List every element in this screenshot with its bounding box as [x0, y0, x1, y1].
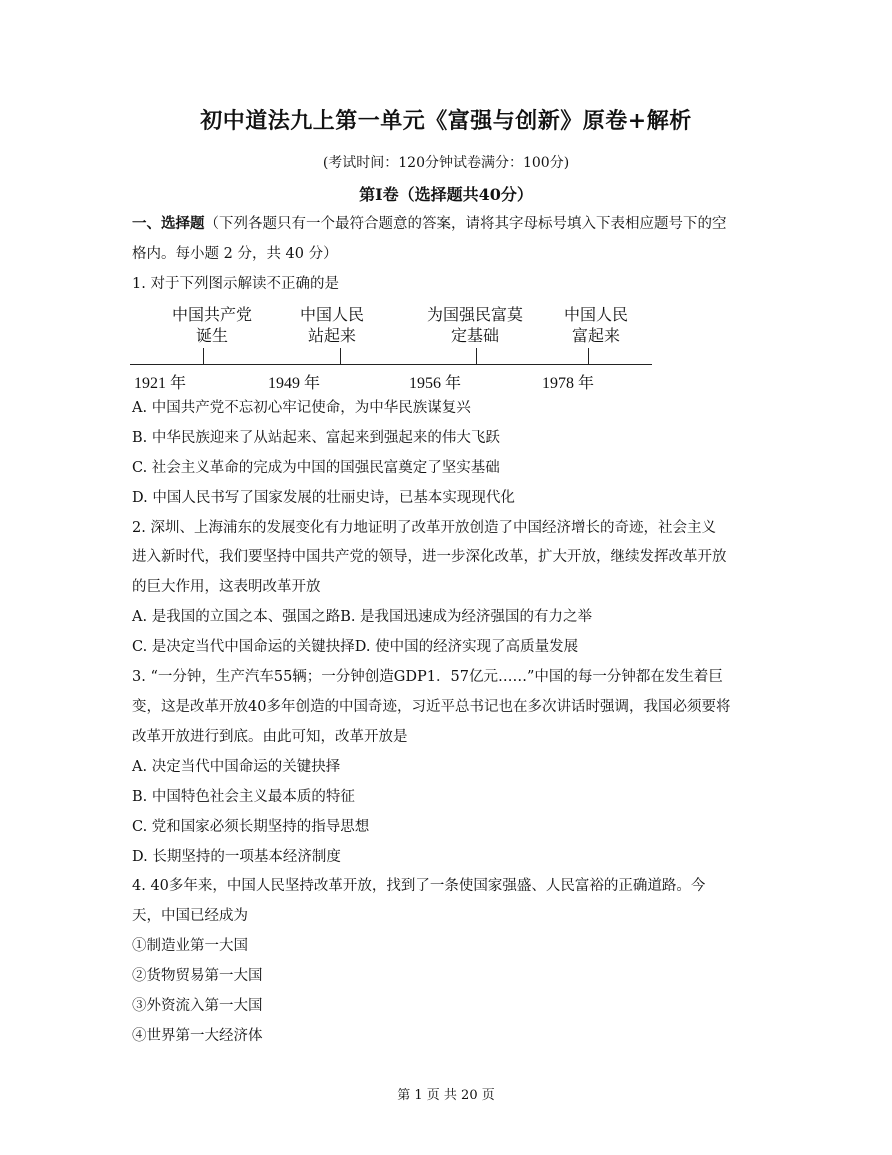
q1-option-b: B. 中华民族迎来了从站起来、富起来到强起来的伟大飞跃	[132, 430, 500, 446]
question-1: 1. 对于下列图示解读不正确的是	[132, 276, 339, 292]
question-2-line-1: 2. 深圳、上海浦东的发展变化有力地证明了改革开放创造了中国经济增长的奇迹，社会主义	[132, 520, 716, 536]
question-4-line-2: 天，中国已经成为	[132, 908, 248, 924]
timeline-label-1-line-2: 诞生	[195, 326, 228, 345]
instructions-text: （下列各题只有一个最符合题意的答案，请将其字母标号填入下表相应题号下的空	[204, 216, 727, 232]
page-title: 初中道法九上第一单元《富强与创新》原卷+解析	[200, 108, 692, 134]
question-4-line-1: 4. 40多年来，中国人民坚持改革开放，找到了一条使国家强盛、人民富裕的正确道路。今	[132, 878, 706, 894]
timeline-label-4-line-1: 中国人民	[563, 305, 628, 324]
timeline-label-3	[415, 304, 535, 346]
q2-options-ab: A. 是我国的立国之本、强国之路B. 是我国迅速成为经济强国的有力之举	[132, 609, 593, 625]
q1-option-c: C. 社会主义革命的完成为中国的国强民富奠定了坚实基础	[132, 460, 500, 476]
timeline-figure	[130, 300, 660, 392]
timeline-year-4: 1978 年	[542, 375, 595, 392]
timeline-year-2: 1949 年	[268, 375, 321, 392]
q4-item-1: ①制造业第一大国	[132, 938, 248, 954]
timeline-tick-3	[476, 348, 477, 364]
question-2-line-2: 进入新时代，我们要坚持中国共产党的领导，进一步深化改革，扩大开放，继续发挥改革开放	[132, 549, 727, 565]
timeline-label-3-line-2: 定基础	[450, 326, 499, 345]
instructions-heading: 一、选择题	[132, 215, 205, 232]
instructions-line-2: 格内。每小题 2 分，共 40 分）	[132, 246, 338, 262]
question-3-line-2: 变，这是改革开放40多年创造的中国奇迹，习近平总书记也在多次讲话时强调，我国必须要将	[132, 699, 731, 715]
question-2-line-3: 的巨大作用，这表明改革开放	[132, 579, 321, 595]
q2-options-cd: C. 是决定当代中国命运的关键抉择D. 使中国的经济实现了高质量发展	[132, 639, 579, 655]
timeline-axis	[130, 364, 652, 365]
timeline-tick-2	[340, 348, 341, 364]
q4-item-4: ④世界第一大经济体	[132, 1028, 263, 1044]
q3-option-d: D. 长期坚持的一项基本经济制度	[132, 849, 341, 865]
timeline-label-2-line-2: 站起来	[307, 326, 356, 345]
instructions	[132, 214, 772, 234]
q1-option-a: A. 中国共产党不忘初心牢记使命，为中华民族谋复兴	[132, 400, 471, 416]
q3-option-c: C. 党和国家必须长期坚持的指导思想	[132, 819, 370, 835]
q1-option-d: D. 中国人民书写了国家发展的壮丽史诗，已基本实现现代化	[132, 490, 515, 506]
timeline-tick-1	[203, 348, 204, 364]
timeline-label-4	[536, 304, 656, 346]
timeline-label-2-line-1: 中国人民	[299, 305, 364, 324]
timeline-label-1-line-1: 中国共产党	[171, 305, 252, 324]
timeline-year-1: 1921 年	[134, 375, 187, 392]
q4-item-3: ③外资流入第一大国	[132, 998, 263, 1014]
timeline-label-3-line-1: 为国强民富莫	[426, 305, 523, 324]
timeline-label-1	[152, 304, 272, 346]
q4-item-2: ②货物贸易第一大国	[132, 968, 263, 984]
question-3-line-1: 3. “一分钟，生产汽车55辆；一分钟创造GDP1．57亿元……”中国的每一分钟都在发生着巨	[132, 669, 723, 685]
q3-option-b: B. 中国特色社会主义最本质的特征	[132, 789, 355, 805]
timeline-tick-4	[588, 348, 589, 364]
page-number: 第 1 页 共 20 页	[397, 1088, 495, 1103]
q3-option-a: A. 决定当代中国命运的关键抉择	[132, 759, 341, 775]
question-3-line-3: 改革开放进行到底。由此可知，改革开放是	[132, 729, 408, 745]
timeline-label-4-line-2: 富起来	[571, 326, 620, 345]
timeline-label-2	[272, 304, 392, 346]
timeline-year-3: 1956 年	[409, 375, 462, 392]
exam-info: (考试时间：120分钟试卷满分：100分)	[322, 155, 570, 171]
section-title: 第Ⅰ卷（选择题共40分）	[359, 185, 533, 204]
